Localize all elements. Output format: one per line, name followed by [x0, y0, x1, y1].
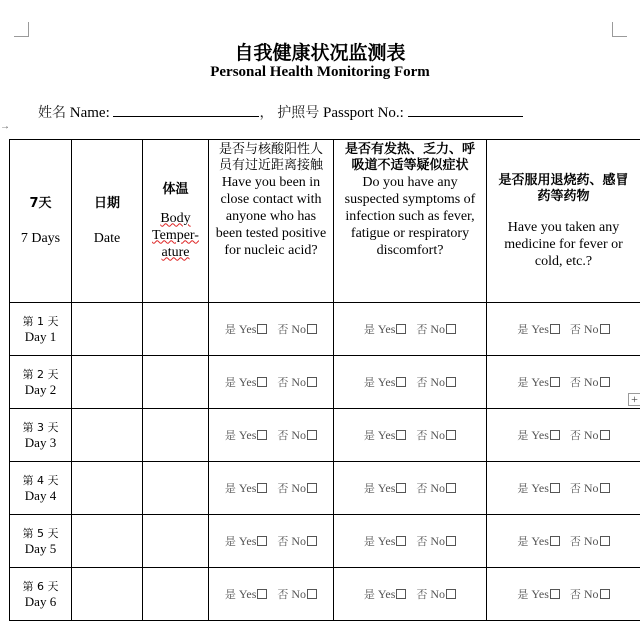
no-label: No	[291, 375, 306, 389]
symptom-options	[334, 462, 487, 515]
yes-checkbox[interactable]	[257, 377, 267, 387]
no-checkbox[interactable]	[600, 589, 610, 599]
yes-label: Yes	[239, 534, 256, 548]
day-label-en: Day 3	[10, 435, 71, 450]
table-row	[10, 409, 640, 462]
no-label-cn: 否	[416, 535, 427, 548]
no-checkbox[interactable]	[600, 536, 610, 546]
day-label-cn: 第 3 天	[10, 421, 71, 435]
no-label-cn: 否	[277, 323, 288, 336]
yes-label: Yes	[239, 322, 256, 336]
yes-checkbox[interactable]	[396, 324, 406, 334]
header-symptoms	[334, 140, 487, 303]
yes-label: Yes	[239, 481, 256, 495]
no-checkbox[interactable]	[307, 536, 317, 546]
yes-label-cn: 是	[517, 429, 528, 442]
table-row	[10, 356, 640, 409]
symptom-options	[334, 303, 487, 356]
passport-label-en: Passport No.:	[323, 105, 404, 121]
no-label: No	[584, 428, 599, 442]
yes-label: Yes	[239, 375, 256, 389]
yes-label: Yes	[531, 481, 548, 495]
title-chinese: 自我健康状况监测表	[0, 38, 640, 65]
day-label-en: Day 1	[10, 329, 71, 344]
symptom-options	[334, 568, 487, 621]
no-label-cn: 否	[416, 482, 427, 495]
yes-checkbox[interactable]	[396, 589, 406, 599]
day-cell	[10, 409, 72, 462]
symptom-options	[334, 409, 487, 462]
yes-label: Yes	[531, 322, 548, 336]
yes-label-cn: 是	[225, 376, 236, 389]
yes-label-cn: 是	[225, 482, 236, 495]
no-checkbox[interactable]	[600, 324, 610, 334]
day-cell	[10, 462, 72, 515]
symptom-options	[334, 515, 487, 568]
date-cell[interactable]	[72, 515, 143, 568]
no-checkbox[interactable]	[446, 536, 456, 546]
title-english: Personal Health Monitoring Form	[0, 64, 640, 81]
no-checkbox[interactable]	[600, 377, 610, 387]
date-cell[interactable]	[72, 303, 143, 356]
day-label-cn: 第 2 天	[10, 368, 71, 382]
medicine-options	[487, 568, 640, 621]
temperature-cell[interactable]	[143, 409, 209, 462]
header-close-contact-en: Have you been in close contact with anyone who has been tested positive for nucleic acid?	[209, 174, 333, 259]
contact-options	[209, 356, 334, 409]
name-passport-row	[38, 101, 523, 122]
no-label-cn: 否	[570, 376, 581, 389]
yes-checkbox[interactable]	[396, 377, 406, 387]
temperature-cell[interactable]	[143, 356, 209, 409]
crop-mark-top-left	[14, 22, 29, 37]
day-label-en: Day 5	[10, 541, 71, 556]
header-close-contact-cn: 是否与核酸阳性人员有过近距离接触	[209, 142, 333, 174]
yes-checkbox[interactable]	[550, 536, 560, 546]
medicine-options	[487, 515, 640, 568]
margin-arrow-icon: →	[0, 122, 10, 132]
yes-label: Yes	[378, 322, 395, 336]
yes-label: Yes	[531, 428, 548, 442]
yes-checkbox[interactable]	[257, 536, 267, 546]
no-label-cn: 否	[570, 429, 581, 442]
medicine-options	[487, 409, 640, 462]
passport-label-cn: 护照号	[277, 105, 319, 121]
no-checkbox[interactable]	[600, 483, 610, 493]
table-row	[10, 568, 640, 621]
yes-label-cn: 是	[364, 429, 375, 442]
medicine-options	[487, 356, 640, 409]
header-medicine-cn: 是否服用退烧药、感冒药等药物	[487, 173, 640, 205]
no-label: No	[584, 322, 599, 336]
medicine-options	[487, 303, 640, 356]
no-checkbox[interactable]	[307, 589, 317, 599]
header-medicine-en: Have you taken any medicine for fever or cold, etc.?	[487, 219, 640, 270]
yes-checkbox[interactable]	[257, 483, 267, 493]
contact-options	[209, 568, 334, 621]
table-row	[10, 515, 640, 568]
no-label-cn: 否	[570, 588, 581, 601]
day-label-en: Day 6	[10, 594, 71, 609]
no-checkbox[interactable]	[446, 483, 456, 493]
no-label: No	[291, 428, 306, 442]
header-date-en: Date	[72, 230, 142, 247]
no-label: No	[584, 534, 599, 548]
no-label: No	[291, 481, 306, 495]
no-checkbox[interactable]	[446, 324, 456, 334]
yes-label-cn: 是	[225, 323, 236, 336]
day-cell	[10, 356, 72, 409]
passport-field[interactable]	[408, 101, 523, 117]
day-label-en: Day 4	[10, 488, 71, 503]
header-temperature-en: Body Temper-ature	[143, 210, 208, 261]
yes-checkbox[interactable]	[550, 377, 560, 387]
yes-checkbox[interactable]	[550, 483, 560, 493]
contact-options	[209, 515, 334, 568]
header-days-cn: 7天	[10, 196, 71, 212]
no-label-cn: 否	[277, 376, 288, 389]
date-cell[interactable]	[72, 356, 143, 409]
yes-label-cn: 是	[517, 323, 528, 336]
yes-checkbox[interactable]	[257, 589, 267, 599]
temperature-cell[interactable]	[143, 303, 209, 356]
yes-label-cn: 是	[225, 588, 236, 601]
header-temperature	[143, 140, 209, 303]
yes-checkbox[interactable]	[550, 589, 560, 599]
temperature-cell[interactable]	[143, 515, 209, 568]
no-label: No	[291, 322, 306, 336]
no-label-cn: 否	[416, 323, 427, 336]
no-label: No	[430, 481, 445, 495]
yes-label-cn: 是	[364, 376, 375, 389]
medicine-options	[487, 462, 640, 515]
name-label-en: Name:	[70, 105, 110, 121]
header-symptoms-en: Do you have any suspected symptoms of infection such as fever, fatigue or respiratory discomfort?	[334, 174, 486, 259]
no-checkbox[interactable]	[307, 377, 317, 387]
yes-label: Yes	[378, 587, 395, 601]
no-label-cn: 否	[416, 376, 427, 389]
no-label: No	[291, 534, 306, 548]
yes-label: Yes	[378, 375, 395, 389]
date-cell[interactable]	[72, 568, 143, 621]
yes-label-cn: 是	[225, 535, 236, 548]
yes-label-cn: 是	[517, 482, 528, 495]
no-label-cn: 否	[277, 588, 288, 601]
comma-separator: ，	[259, 105, 273, 121]
day-label-cn: 第 6 天	[10, 580, 71, 594]
yes-label: Yes	[531, 375, 548, 389]
header-medicine	[487, 140, 640, 303]
no-label: No	[430, 375, 445, 389]
yes-checkbox[interactable]	[396, 536, 406, 546]
no-label: No	[430, 428, 445, 442]
no-label: No	[430, 322, 445, 336]
day-cell	[10, 568, 72, 621]
no-label: No	[430, 534, 445, 548]
no-label-cn: 否	[277, 429, 288, 442]
day-cell	[10, 515, 72, 568]
day-label-cn: 第 1 天	[10, 315, 71, 329]
yes-label-cn: 是	[517, 535, 528, 548]
yes-label: Yes	[239, 428, 256, 442]
symptom-options	[334, 356, 487, 409]
temperature-cell[interactable]	[143, 462, 209, 515]
day-label-en: Day 2	[10, 382, 71, 397]
no-checkbox[interactable]	[446, 589, 456, 599]
yes-label-cn: 是	[225, 429, 236, 442]
header-row	[10, 140, 640, 303]
no-label: No	[584, 587, 599, 601]
temperature-cell[interactable]	[143, 568, 209, 621]
yes-label-cn: 是	[364, 535, 375, 548]
header-close-contact	[209, 140, 334, 303]
no-label-cn: 否	[277, 535, 288, 548]
no-checkbox[interactable]	[600, 430, 610, 440]
yes-label-cn: 是	[517, 376, 528, 389]
header-days	[10, 140, 72, 303]
day-label-cn: 第 4 天	[10, 474, 71, 488]
yes-label: Yes	[378, 534, 395, 548]
table-row	[10, 462, 640, 515]
no-label-cn: 否	[416, 429, 427, 442]
header-date-cn: 日期	[72, 196, 142, 212]
yes-label: Yes	[378, 481, 395, 495]
header-date	[72, 140, 143, 303]
no-label-cn: 否	[570, 535, 581, 548]
table-row	[10, 303, 640, 356]
header-temperature-cn: 体温	[143, 182, 208, 198]
crop-mark-top-right	[612, 22, 627, 37]
yes-label-cn: 是	[364, 323, 375, 336]
no-label: No	[584, 481, 599, 495]
name-label-cn: 姓名	[38, 105, 66, 121]
yes-label-cn: 是	[517, 588, 528, 601]
name-field[interactable]	[113, 101, 259, 117]
yes-checkbox[interactable]	[396, 483, 406, 493]
contact-options	[209, 462, 334, 515]
no-checkbox[interactable]	[307, 324, 317, 334]
header-symptoms-cn: 是否有发热、乏力、呼吸道不适等疑似症状	[334, 142, 486, 174]
no-label-cn: 否	[277, 482, 288, 495]
no-label-cn: 否	[570, 323, 581, 336]
yes-checkbox[interactable]	[550, 430, 560, 440]
yes-label-cn: 是	[364, 588, 375, 601]
no-checkbox[interactable]	[446, 377, 456, 387]
contact-options	[209, 409, 334, 462]
no-checkbox[interactable]	[307, 430, 317, 440]
yes-checkbox[interactable]	[550, 324, 560, 334]
day-cell	[10, 303, 72, 356]
day-label-cn: 第 5 天	[10, 527, 71, 541]
yes-label: Yes	[378, 428, 395, 442]
yes-checkbox[interactable]	[396, 430, 406, 440]
yes-label: Yes	[531, 534, 548, 548]
contact-options	[209, 303, 334, 356]
no-checkbox[interactable]	[446, 430, 456, 440]
date-cell[interactable]	[72, 462, 143, 515]
no-label: No	[291, 587, 306, 601]
no-label: No	[584, 375, 599, 389]
no-label-cn: 否	[416, 588, 427, 601]
yes-label-cn: 是	[364, 482, 375, 495]
no-label-cn: 否	[570, 482, 581, 495]
health-monitoring-table	[9, 139, 640, 621]
add-column-icon[interactable]: +	[628, 393, 640, 406]
yes-checkbox[interactable]	[257, 430, 267, 440]
yes-label: Yes	[239, 587, 256, 601]
yes-label: Yes	[531, 587, 548, 601]
header-days-en: 7 Days	[10, 230, 71, 247]
yes-checkbox[interactable]	[257, 324, 267, 334]
date-cell[interactable]	[72, 409, 143, 462]
no-checkbox[interactable]	[307, 483, 317, 493]
no-label: No	[430, 587, 445, 601]
